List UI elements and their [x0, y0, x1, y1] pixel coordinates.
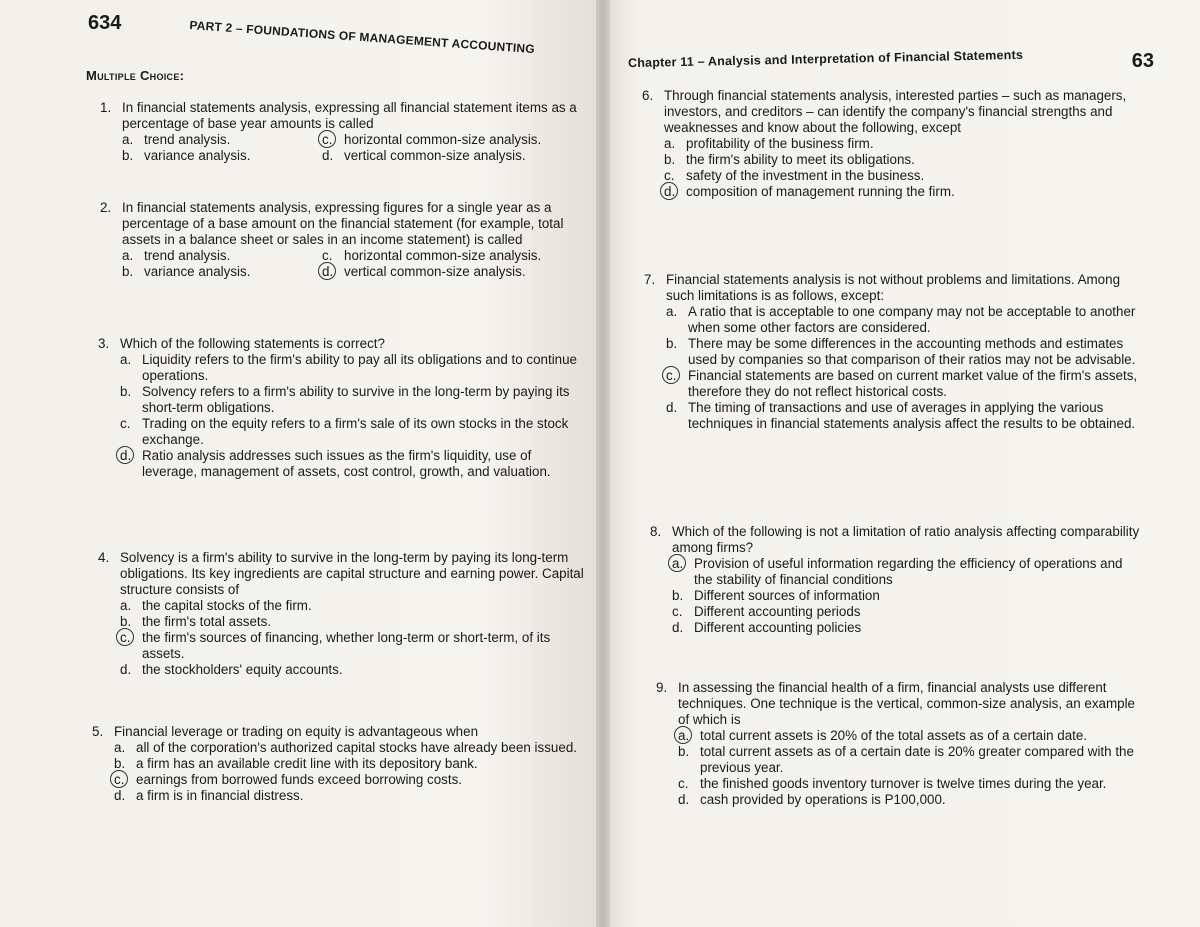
option-d: d. a firm is in financial distress.: [114, 788, 304, 803]
option-c: c. earnings from borrowed funds exceed borrowing costs.: [114, 772, 463, 787]
question-stem: Which of the following statements is correct?: [120, 336, 385, 351]
question-8: 8. Which of the following is not a limitation of ratio analysis affecting comparability among firms? a. Provision of useful information regarding the efficiency of operations and the stability of financial conditions b. Different sources of information c. Different accounting periods d. Different accounting policies: [650, 524, 1142, 636]
option-a: a. all of the corporation's authorized capital stocks have already been issued.: [114, 740, 577, 755]
option-a: a. A ratio that is acceptable to one company may not be acceptable to another when some other factors are considered.: [666, 304, 1136, 335]
question-4: 4. Solvency is a firm's ability to survive in the long-term by paying its long-term obligations. Its key ingredients are capital structure and earning power. Capital structure consists of a. the capital stocks of the firm. b. the firm's total assets. c. the firm's sources of financing, whether long-term or short-term, of its assets. d. the stockholders' equity accounts.: [98, 550, 584, 677]
running-head: PART 2 – FOUNDATIONS OF MANAGEMENT ACCOUNTING: [189, 18, 536, 57]
option-d: d. vertical common-size analysis.: [322, 148, 526, 163]
option-b: b. There may be some differences in the accounting methods and estimates used by companies so that comparison of their ratios may not be advisable.: [666, 336, 1136, 367]
question-stem: Financial statements analysis is not without problems and limitations. Among such limitations is as follows, except:: [666, 272, 1121, 303]
option-d: d. cash provided by operations is P100,000.: [678, 792, 946, 807]
option-b: b. Solvency refers to a firm's ability to survive in the long-term by paying its short-term obligations.: [120, 384, 570, 415]
option-c: c. safety of the investment in the business.: [664, 168, 925, 183]
running-head: Chapter 11 – Analysis and Interpretation of Financial Statements: [627, 47, 1024, 71]
option-c: c. Financial statements are based on current market value of the firm's assets, therefore they do not reflect historical costs.: [666, 368, 1138, 399]
question-stem: Which of the following is not a limitation of ratio analysis affecting comparability among firms?: [672, 524, 1140, 555]
question-stem: Through financial statements analysis, interested parties – such as managers, investors, and creditors – can identify the company's financial strengths and weaknesses and know about the following, except: [664, 88, 1127, 135]
question-3: 3. Which of the following statements is correct? a. Liquidity refers to the firm's ability to pay all its obligations and to continue operations. b. Solvency refers to a firm's ability to survive in the long-term by paying its short-term obligations. c. Trading on the equity refers to a firm's sale of its own stocks in the stock exchange. d. Ratio analysis addresses such issues as the firm's liquidity, use of leverage, management of assets, cost control, growth, and valuation.: [98, 336, 584, 480]
option-c: c. horizontal common-size analysis.: [322, 248, 542, 263]
option-c: c. horizontal common-size analysis.: [322, 132, 542, 147]
question-stem: Solvency is a firm's ability to survive in the long-term by paying its long-term obligations. Its key ingredients are capital structure and earning power. Capital structure consists of: [120, 550, 584, 597]
section-title: Multiple Choice:: [86, 68, 185, 83]
right-page: [600, 0, 1200, 927]
option-a: a. Liquidity refers to the firm's ability to pay all its obligations and to continue operations.: [120, 352, 578, 383]
option-b: b. the firm's total assets.: [120, 614, 272, 629]
option-c: c. Different accounting periods: [672, 604, 861, 619]
option-a: a. total current assets is 20% of the total assets as of a certain date.: [678, 728, 1088, 743]
option-c: c. the firm's sources of financing, whether long-term or short-term, of its assets.: [120, 630, 551, 661]
option-b: b. Different sources of information: [672, 588, 880, 603]
option-d: d. Different accounting policies: [672, 620, 862, 635]
page-number: 63: [1131, 50, 1154, 72]
question-number: 1.: [100, 100, 112, 115]
question-stem: In financial statements analysis, expressing figures for a single year as a percentage of a base amount on the financial statement (for example, total assets in a balance sheet or sales in an income statement) is called: [122, 200, 564, 247]
option-b: b. a firm has an available credit line with its depository bank.: [114, 756, 478, 771]
question-6: 6. Through financial statements analysis, interested parties – such as managers, investors, and creditors – can identify the company's financial strengths and weaknesses and know about the following, except a. profitability of the business firm. b. the firm's ability to meet its obligations. c. safety of the investment in the business. d. composition of management running the firm.: [642, 88, 1140, 200]
option-a: a. trend analysis.: [122, 248, 231, 263]
option-d: d. the stockholders' equity accounts.: [120, 662, 343, 677]
question-9: 9. In assessing the financial health of a firm, financial analysts use different techniques. One technique is the vertical, common-size analysis, an example of which is a. total current assets is 20% of the total assets as of a certain date. b. total current assets as of a certain date is 20% greater compared with the previous year. c. the finished goods inventory turnover is twelve times during the year. d. cash provided by operations is P100,000.: [656, 680, 1144, 808]
option-b: b. the firm's ability to meet its obligations.: [664, 152, 915, 167]
page-number: 634: [88, 12, 122, 34]
option-a: a. the capital stocks of the firm.: [120, 598, 312, 613]
option-c: c. the finished goods inventory turnover is twelve times during the year.: [678, 776, 1107, 791]
option-c: c. Trading on the equity refers to a firm's sale of its own stocks in the stock exchange.: [120, 416, 569, 447]
option-b: b. variance analysis.: [122, 264, 251, 279]
option-d: d. composition of management running the firm.: [664, 184, 955, 199]
book-gutter: [596, 0, 610, 927]
option-b: b. variance analysis.: [122, 148, 251, 163]
option-a: a. profitability of the business firm.: [664, 136, 874, 151]
question-2: 2. In financial statements analysis, expressing figures for a single year as a percentage of a base amount on the financial statement (for example, total assets in a balance sheet or sales in an income statement) is called a. trend analysis. c. horizontal common-size analysis. b. variance analysis. d. vertical common-size analysis.: [100, 200, 578, 280]
option-d: d. The timing of transactions and use of averages in applying the various techniques in financial statements analysis affect the results to be obtained.: [666, 400, 1136, 431]
question-stem: Financial leverage or trading on equity is advantageous when: [114, 724, 479, 739]
option-a: a. Provision of useful information regarding the efficiency of operations and the stability of financial conditions: [672, 556, 1123, 587]
question-7: 7. Financial statements analysis is not without problems and limitations. Among such limitations is as follows, except: a. A ratio that is acceptable to one company may not be acceptable to another when some other factors are considered. b. There may be some differences in the accounting methods and estimates used by companies so that comparison of their ratios may not be advisable. c. Financial statements are based on current market value of the firm's assets, therefore they do not reflect historical costs. d. The timing of transactions and use of averages in applying the various techniques in financial statements analysis affect the results to be obtained.: [644, 272, 1140, 432]
option-b: b. total current assets as of a certain date is 20% greater compared with the previous year.: [678, 744, 1134, 775]
option-d: d. Ratio analysis addresses such issues as the firm's liquidity, use of leverage, management of assets, cost control, growth, and valuation.: [120, 448, 551, 479]
question-stem: In financial statements analysis, expressing all financial statement items as a percentage of base year amounts is called: [122, 100, 577, 131]
question-5: 5. Financial leverage or trading on equity is advantageous when a. all of the corporation's authorized capital stocks have already been issued. b. a firm has an available credit line with its depository bank. c. earnings from borrowed funds exceed borrowing costs. d. a firm is in financial distress.: [92, 724, 584, 804]
question-1: [100, 100, 578, 164]
option-a: a. trend analysis.: [122, 132, 231, 147]
option-d: d. vertical common-size analysis.: [322, 264, 526, 279]
question-stem: In assessing the financial health of a firm, financial analysts use different techniques. One technique is the vertical, common-size analysis, an example of which is: [678, 680, 1136, 727]
